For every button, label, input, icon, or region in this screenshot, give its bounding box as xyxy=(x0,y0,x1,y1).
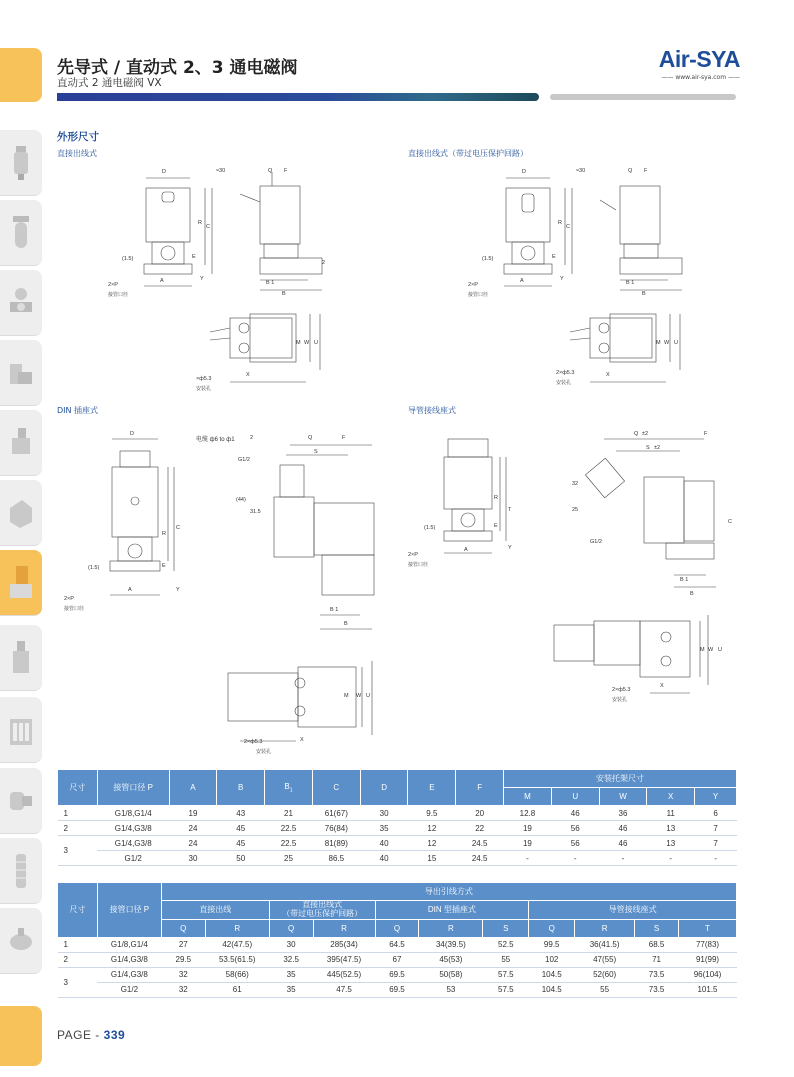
col-x: X xyxy=(647,788,695,806)
dim-label-hole: 2×ф5.3 xyxy=(556,370,575,376)
cell: 13 xyxy=(647,836,695,851)
table-row xyxy=(58,967,737,982)
gauge-icon xyxy=(8,284,34,324)
cell: 77(83) xyxy=(679,937,737,952)
regulator-icon xyxy=(8,639,34,679)
cell: 55 xyxy=(575,982,635,997)
dim-label-r: R xyxy=(198,220,202,226)
cell: G1/2 xyxy=(97,851,169,866)
drawing-direct-surge xyxy=(460,160,700,399)
col-q: Q xyxy=(529,919,575,937)
col-b: B xyxy=(217,770,265,806)
cell: 32 xyxy=(161,982,205,997)
cell: 46 xyxy=(599,821,647,836)
cell: 101.5 xyxy=(679,982,737,997)
dim-label-r: R xyxy=(558,220,562,226)
cell: 2 xyxy=(58,952,98,967)
cell: 61(67) xyxy=(312,806,360,821)
dim-label-b: B xyxy=(344,621,348,627)
cell: 7 xyxy=(695,821,737,836)
cell: G1/4,G3/8 xyxy=(97,836,169,851)
col-q: Q xyxy=(375,919,419,937)
cell: - xyxy=(599,851,647,866)
dim-label-a: A xyxy=(520,278,524,284)
dim-label-t: T xyxy=(508,507,512,513)
col-a: A xyxy=(169,770,217,806)
cell: 21 xyxy=(265,806,313,821)
cell: 43 xyxy=(217,806,265,821)
cell: 104.5 xyxy=(529,967,575,982)
drawing-caption-din: DIN 插座式 xyxy=(57,406,99,415)
dim-label-two: 2 xyxy=(250,435,254,441)
cell: 19 xyxy=(169,806,217,821)
cell: 71 xyxy=(635,952,679,967)
dim-label-u: U xyxy=(366,693,370,699)
cell: 67 xyxy=(375,952,419,967)
cell: 22.5 xyxy=(265,821,313,836)
cell: 29.5 xyxy=(161,952,205,967)
dim-label-f: F xyxy=(342,435,346,441)
dim-label-hole: ×ф5.3 xyxy=(196,376,212,382)
cell: 56 xyxy=(551,836,599,851)
dim-label-b: B xyxy=(642,291,646,297)
dim-label-c: C xyxy=(176,525,180,531)
fitting-icon xyxy=(8,354,34,394)
dim-label-a: A xyxy=(160,278,164,284)
dim-label-port-note: 接管口径 xyxy=(408,562,429,568)
dim-label-hole-note: 安装孔 xyxy=(256,749,272,755)
cell: 102 xyxy=(529,952,575,967)
drawing-din xyxy=(60,425,390,769)
cell: 445(52.5) xyxy=(313,967,375,982)
dim-label-d: D xyxy=(162,169,166,175)
coupler-icon xyxy=(8,922,34,962)
cell: 19 xyxy=(504,836,552,851)
logo-url: —— www.air-sya.com —— xyxy=(661,74,740,81)
dim-label-b1: B 1 xyxy=(330,607,339,613)
cell: 6 xyxy=(695,806,737,821)
cell: 40 xyxy=(360,851,408,866)
cell: 76(84) xyxy=(312,821,360,836)
drawing-direct xyxy=(100,160,340,399)
cell: 53 xyxy=(419,982,483,997)
connector-icon xyxy=(8,782,34,822)
dim-label-s-tol: ±2 xyxy=(654,445,661,451)
dim-label-m: M xyxy=(296,340,301,346)
dim-label-a: A xyxy=(464,547,468,553)
col-d: D xyxy=(360,770,408,806)
dim-label-m: M xyxy=(700,647,705,653)
col-w: W xyxy=(599,788,647,806)
cell: 24.5 xyxy=(456,836,504,851)
dim-label-q: Q xyxy=(268,168,273,174)
header-bar xyxy=(57,93,539,101)
dim-label-port: 2×P xyxy=(108,282,118,288)
cell: 7 xyxy=(695,836,737,851)
dim-label-b: B xyxy=(282,291,286,297)
cell: 58(66) xyxy=(205,967,269,982)
rail-top-tab[interactable] xyxy=(0,48,42,102)
dim-label-w: W xyxy=(664,340,670,346)
dim-label-m: M xyxy=(344,693,349,699)
cell: 32.5 xyxy=(269,952,313,967)
cell: 86.5 xyxy=(312,851,360,866)
cell: 42(47.5) xyxy=(205,937,269,952)
cell: 91(99) xyxy=(679,952,737,967)
cell: 57.5 xyxy=(483,967,529,982)
col-direct-surge: 直接出线式 （带过电压保护回路） xyxy=(269,901,375,920)
cell: 12.8 xyxy=(504,806,552,821)
rail-tab-solenoid[interactable] xyxy=(0,550,42,616)
dim-label-hole-note: 安装孔 xyxy=(612,697,628,703)
dim-label-e: E xyxy=(552,254,556,260)
col-m: M xyxy=(504,788,552,806)
table-row xyxy=(58,836,737,851)
cell: - xyxy=(551,851,599,866)
lubricator-icon xyxy=(8,214,34,254)
cell: 1 xyxy=(58,937,98,952)
col-r: R xyxy=(313,919,375,937)
cell: G1/8,G1/4 xyxy=(97,937,161,952)
dim-label-15: (1.5) xyxy=(424,525,436,531)
dim-label-w: W xyxy=(356,693,362,699)
col-c: C xyxy=(312,770,360,806)
manifold-icon xyxy=(8,711,34,751)
filter-icon xyxy=(8,144,34,184)
page-subtitle: 直动式 2 通电磁阀 VX xyxy=(57,77,162,89)
rail-tab-silencer[interactable] xyxy=(0,838,42,904)
cell: 1 xyxy=(58,806,98,821)
table-row xyxy=(58,806,737,821)
col-port: 接管口径 P xyxy=(97,883,161,938)
cell: 36 xyxy=(599,806,647,821)
drawing-caption-conduit: 导管接线座式 xyxy=(408,406,456,415)
dim-label-approx30: ≈30 xyxy=(576,168,586,174)
cell: 47.5 xyxy=(313,982,375,997)
cell: 3 xyxy=(58,967,98,997)
cell: 35 xyxy=(269,982,313,997)
col-t: T xyxy=(679,919,737,937)
cell: 56 xyxy=(551,821,599,836)
col-u: U xyxy=(551,788,599,806)
cell: 52(60) xyxy=(575,967,635,982)
page-label: PAGE - xyxy=(57,1028,100,1042)
dim-label-b1: B 1 xyxy=(626,280,635,286)
dim-label-15: (1.5) xyxy=(482,256,494,262)
cell: 24 xyxy=(169,836,217,851)
dim-label-m: M xyxy=(656,340,661,346)
rail-tab-valve-a[interactable] xyxy=(0,410,42,476)
cell: 53.5(61.5) xyxy=(205,952,269,967)
cell: 34(39.5) xyxy=(419,937,483,952)
rail-tab-connector[interactable] xyxy=(0,768,42,834)
page-number xyxy=(57,1028,125,1042)
dim-label-b: B xyxy=(690,591,694,597)
dim-label-f: F xyxy=(284,168,288,174)
drawing-caption-direct: 直接出线式 xyxy=(57,149,97,158)
dim-label-32: 32 xyxy=(572,481,579,487)
cell: 30 xyxy=(269,937,313,952)
cell: 12 xyxy=(408,836,456,851)
cell: G1/4,G3/8 xyxy=(97,967,161,982)
cell: 9.5 xyxy=(408,806,456,821)
dim-label-g12: G1/2 xyxy=(238,457,250,463)
dim-label-hole: 2×ф5.3 xyxy=(612,687,631,693)
cell: 27 xyxy=(161,937,205,952)
col-r: R xyxy=(205,919,269,937)
dim-label-y: Y xyxy=(560,276,564,282)
dim-label-port: 2×P xyxy=(408,552,418,558)
cell: G1/8,G1/4 xyxy=(97,806,169,821)
col-q: Q xyxy=(269,919,313,937)
col-r: R xyxy=(575,919,635,937)
col-din: DIN 型插座式 xyxy=(375,901,529,920)
col-size: 尺寸 xyxy=(58,883,98,938)
dim-label-f: F xyxy=(644,168,648,174)
cell: 36(41.5) xyxy=(575,937,635,952)
silencer-icon xyxy=(8,852,34,892)
col-s: S xyxy=(483,919,529,937)
cell: 64.5 xyxy=(375,937,419,952)
col-e: E xyxy=(408,770,456,806)
dim-label-hole: 2×ф5.3 xyxy=(244,739,263,745)
dim-label-b1: B 1 xyxy=(680,577,689,583)
dim-label-e: E xyxy=(494,523,498,529)
dim-label-port-note: 接管口径 xyxy=(64,606,85,612)
cell: G1/2 xyxy=(97,982,161,997)
dim-label-y: Y xyxy=(508,545,512,551)
dim-label-15: (1.5) xyxy=(88,565,100,571)
cell: 395(47.5) xyxy=(313,952,375,967)
cell: 73.5 xyxy=(635,982,679,997)
dim-label-e: E xyxy=(192,254,196,260)
dim-label-x: X xyxy=(660,683,664,689)
cell: 13 xyxy=(647,821,695,836)
cell: - xyxy=(647,851,695,866)
drawing-conduit xyxy=(404,425,739,719)
col-f: F xyxy=(456,770,504,806)
dim-label-q-tol: ±2 xyxy=(642,431,649,437)
solenoid-valve-icon xyxy=(8,564,34,604)
dim-label-y: Y xyxy=(200,276,204,282)
cell: 81(89) xyxy=(312,836,360,851)
block-valve-icon xyxy=(8,494,34,534)
cell: 3 xyxy=(58,836,98,866)
cell: 40 xyxy=(360,836,408,851)
col-q: Q xyxy=(161,919,205,937)
page-number-value: 339 xyxy=(103,1028,126,1042)
cell: 11 xyxy=(647,806,695,821)
cell: 45 xyxy=(217,821,265,836)
cell: 22.5 xyxy=(265,836,313,851)
drawing-caption-direct-surge: 直接出线式（带过电压保护回路） xyxy=(408,149,528,158)
col-bracket: 安装托架尺寸 xyxy=(504,770,737,788)
rail-tab-fitting[interactable] xyxy=(0,340,42,406)
cell: 24.5 xyxy=(456,851,504,866)
cell: 96(104) xyxy=(679,967,737,982)
cell: 46 xyxy=(551,806,599,821)
dim-label-q: Q xyxy=(308,435,313,441)
dim-label-u: U xyxy=(718,647,722,653)
header-bar-grey xyxy=(550,94,736,100)
rail-bottom-tab[interactable] xyxy=(0,1006,42,1066)
table-row xyxy=(58,952,737,967)
rail-tab-manifold[interactable] xyxy=(0,697,42,763)
rail-tab-filter[interactable] xyxy=(0,130,42,196)
cell: 45 xyxy=(217,836,265,851)
dim-label-w: W xyxy=(304,340,310,346)
lead-wire-table xyxy=(57,882,737,998)
dim-label-u: U xyxy=(674,340,678,346)
cell: 99.5 xyxy=(529,937,575,952)
cell: 50 xyxy=(217,851,265,866)
dim-label-a: A xyxy=(128,587,132,593)
dim-label-s: S xyxy=(646,445,650,451)
rail-tab-regulator[interactable] xyxy=(0,625,42,691)
dim-label-x: X xyxy=(606,372,610,378)
dim-label-s: S xyxy=(314,449,318,455)
cell: 19 xyxy=(504,821,552,836)
dim-label-port-note: 接管口径 xyxy=(468,292,489,298)
cell: 35 xyxy=(360,821,408,836)
cell: 24 xyxy=(169,821,217,836)
dim-label-q: Q xyxy=(628,168,633,174)
cell: 47(55) xyxy=(575,952,635,967)
cell: 45(53) xyxy=(419,952,483,967)
cell: 69.5 xyxy=(375,982,419,997)
cell: G1/4,G3/8 xyxy=(97,952,161,967)
col-lead-method: 导出引线方式 xyxy=(161,883,736,901)
dim-label-g12: G1/2 xyxy=(590,539,602,545)
cell: 50(58) xyxy=(419,967,483,982)
dim-label-f: F xyxy=(704,431,708,437)
section-title: 外形尺寸 xyxy=(57,131,99,143)
dim-label-r: R xyxy=(162,531,166,537)
dim-label-15: (1.5) xyxy=(122,256,134,262)
cell: 52.5 xyxy=(483,937,529,952)
dim-label-approx30: ≈30 xyxy=(216,168,226,174)
dim-label-cable: 电缆 ф6 to ф1 xyxy=(196,437,235,443)
cell: 25 xyxy=(265,851,313,866)
cell: 35 xyxy=(269,967,313,982)
dim-label-two: 2 xyxy=(322,260,326,266)
dim-label-d: D xyxy=(130,431,134,437)
dim-label-r: R xyxy=(494,495,498,501)
dim-label-c: C xyxy=(206,224,210,230)
rail-tab-coupler[interactable] xyxy=(0,908,42,974)
cell: 22 xyxy=(456,821,504,836)
dim-label-c: C xyxy=(566,224,570,230)
col-b1: $B_1$ xyxy=(265,770,313,806)
col-conduit: 导管接线座式 xyxy=(529,901,737,920)
dim-label-port-note: 接管口径 xyxy=(108,292,129,298)
cell: 30 xyxy=(360,806,408,821)
col-port: 接管口径 P xyxy=(97,770,169,806)
cell: 61 xyxy=(205,982,269,997)
cell: - xyxy=(504,851,552,866)
col-r: R xyxy=(419,919,483,937)
col-s: S xyxy=(635,919,679,937)
cell: 55 xyxy=(483,952,529,967)
dim-label-e: E xyxy=(162,563,166,569)
dim-label-port: 2×P xyxy=(64,596,74,602)
table-row xyxy=(58,937,737,952)
dim-label-b1: B 1 xyxy=(266,280,275,286)
cell: 68.5 xyxy=(635,937,679,952)
rail-tab-lubricator[interactable] xyxy=(0,200,42,266)
cell: - xyxy=(695,851,737,866)
dim-label-port: 2×P xyxy=(468,282,478,288)
dim-label-hole-note: 安装孔 xyxy=(196,386,212,392)
dim-label-x: X xyxy=(246,372,250,378)
dim-label-hole-note: 安装孔 xyxy=(556,380,572,386)
col-y: Y xyxy=(695,788,737,806)
dim-label-u: U xyxy=(314,340,318,346)
logo-text: Air-SYA xyxy=(658,46,740,72)
table-row xyxy=(58,821,737,836)
cell: 2 xyxy=(58,821,98,836)
col-direct: 直接出线 xyxy=(161,901,269,920)
page-title: 先导式 / 直动式 2、3 通电磁阀 xyxy=(57,58,298,78)
dim-label-q: Q xyxy=(634,431,639,437)
dimension-table xyxy=(57,769,737,866)
dim-label-y: Y xyxy=(176,587,180,593)
cell: 15 xyxy=(408,851,456,866)
cell: 57.5 xyxy=(483,982,529,997)
cell: 20 xyxy=(456,806,504,821)
cell: 32 xyxy=(161,967,205,982)
rail-tab-gauge[interactable] xyxy=(0,270,42,336)
cell: 69.5 xyxy=(375,967,419,982)
cell: G1/4,G3/8 xyxy=(97,821,169,836)
brand-logo xyxy=(645,46,740,81)
cell: 12 xyxy=(408,821,456,836)
dim-label-44: (44) xyxy=(236,497,246,503)
category-rail xyxy=(0,0,42,1077)
col-size: 尺寸 xyxy=(58,770,98,806)
cell: 104.5 xyxy=(529,982,575,997)
dim-label-d: D xyxy=(522,169,526,175)
valve-icon xyxy=(8,424,34,464)
dim-label-w: W xyxy=(708,647,714,653)
dim-label-x: X xyxy=(300,737,304,743)
table-row xyxy=(58,851,737,866)
dim-label-315: 31.5 xyxy=(250,509,261,515)
dim-label-c: C xyxy=(728,519,732,525)
cell: 285(34) xyxy=(313,937,375,952)
rail-tab-valve-b[interactable] xyxy=(0,480,42,546)
dim-label-25: 25 xyxy=(572,507,579,513)
cell: 73.5 xyxy=(635,967,679,982)
table-row xyxy=(58,982,737,997)
cell: 46 xyxy=(599,836,647,851)
cell: 30 xyxy=(169,851,217,866)
